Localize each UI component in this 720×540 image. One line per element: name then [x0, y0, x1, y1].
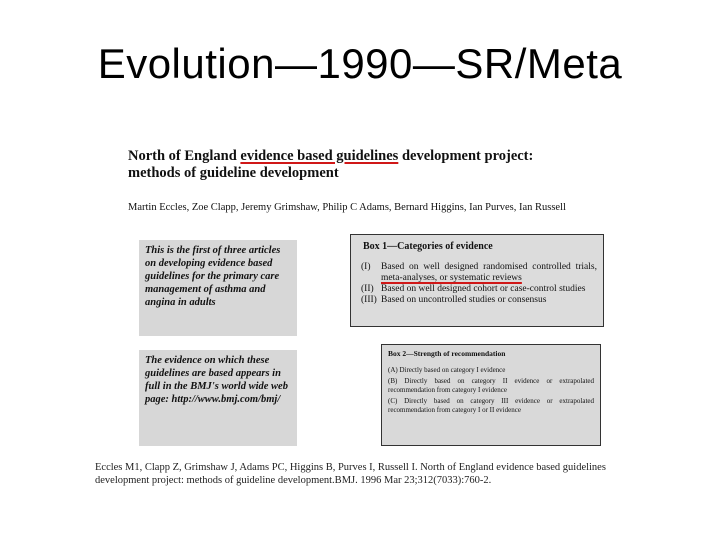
box2-title: Box 2—Strength of recommendation: [388, 349, 506, 358]
recommendation-item: (B) Directly based on category II evidence or extrapolated recommendation from category I evidence: [388, 377, 594, 394]
sidebar-note-web: The evidence on which these guidelines are based appears in full in the BMJ's world wide web page: http://www.bmj.com/bmj/: [139, 350, 297, 446]
recommendation-item: (A) Directly based on category I evidence: [388, 365, 506, 374]
evidence-category-label: (III): [361, 295, 377, 305]
paper-title-prefix: North of England: [128, 148, 241, 164]
evidence-category-text: Based on well designed cohort or case-control studies: [381, 284, 586, 294]
evidence-category: [357, 262, 597, 284]
evidence-category-text: Based on uncontrolled studies or consensus: [381, 295, 547, 305]
box1-title: Box 1—Categories of evidence: [363, 241, 493, 252]
box-categories-of-evidence: [350, 234, 604, 327]
recommendation-item: (C) Directly based on category III evidence or extrapolated recommendation from category I or II evidence: [388, 397, 594, 414]
paper-authors: Martin Eccles, Zoe Clapp, Jeremy Grimshaw, Philip C Adams, Bernard Higgins, Ian Purves, Ian Russell: [128, 202, 566, 213]
box-strength-of-recommendation: [381, 344, 601, 446]
article-scan: [118, 128, 628, 446]
citation: Eccles M1, Clapp Z, Grimshaw J, Adams PC, Higgins B, Purves I, Russell I. North of England evidence based guidelines development project: methods of guideline development.BMJ. 1996 Mar 23;312(7033):760-2.: [95, 462, 606, 486]
paper-title: [128, 148, 618, 182]
slide-title: Evolution—1990—SR/Meta: [97, 40, 623, 87]
evidence-category-underlined: meta-analyses, or systematic reviews: [381, 273, 522, 283]
evidence-category: [357, 284, 597, 295]
paper-title-suffix: development project:: [398, 148, 534, 164]
sidebar-note-series: This is the first of three articles on developing evidence based guidelines for the primary care management of asthma and angina in adults: [139, 240, 297, 336]
paper-title-underlined: evidence based guidelines: [240, 148, 399, 164]
evidence-category-text: [381, 262, 597, 284]
evidence-category-text-main: Based on well designed randomised controlled trials,: [381, 262, 597, 272]
paper-title-line2: methods of guideline development: [128, 165, 339, 181]
evidence-category-label: (I): [361, 262, 371, 272]
evidence-category-label: (II): [361, 284, 374, 294]
evidence-category: [357, 295, 597, 306]
